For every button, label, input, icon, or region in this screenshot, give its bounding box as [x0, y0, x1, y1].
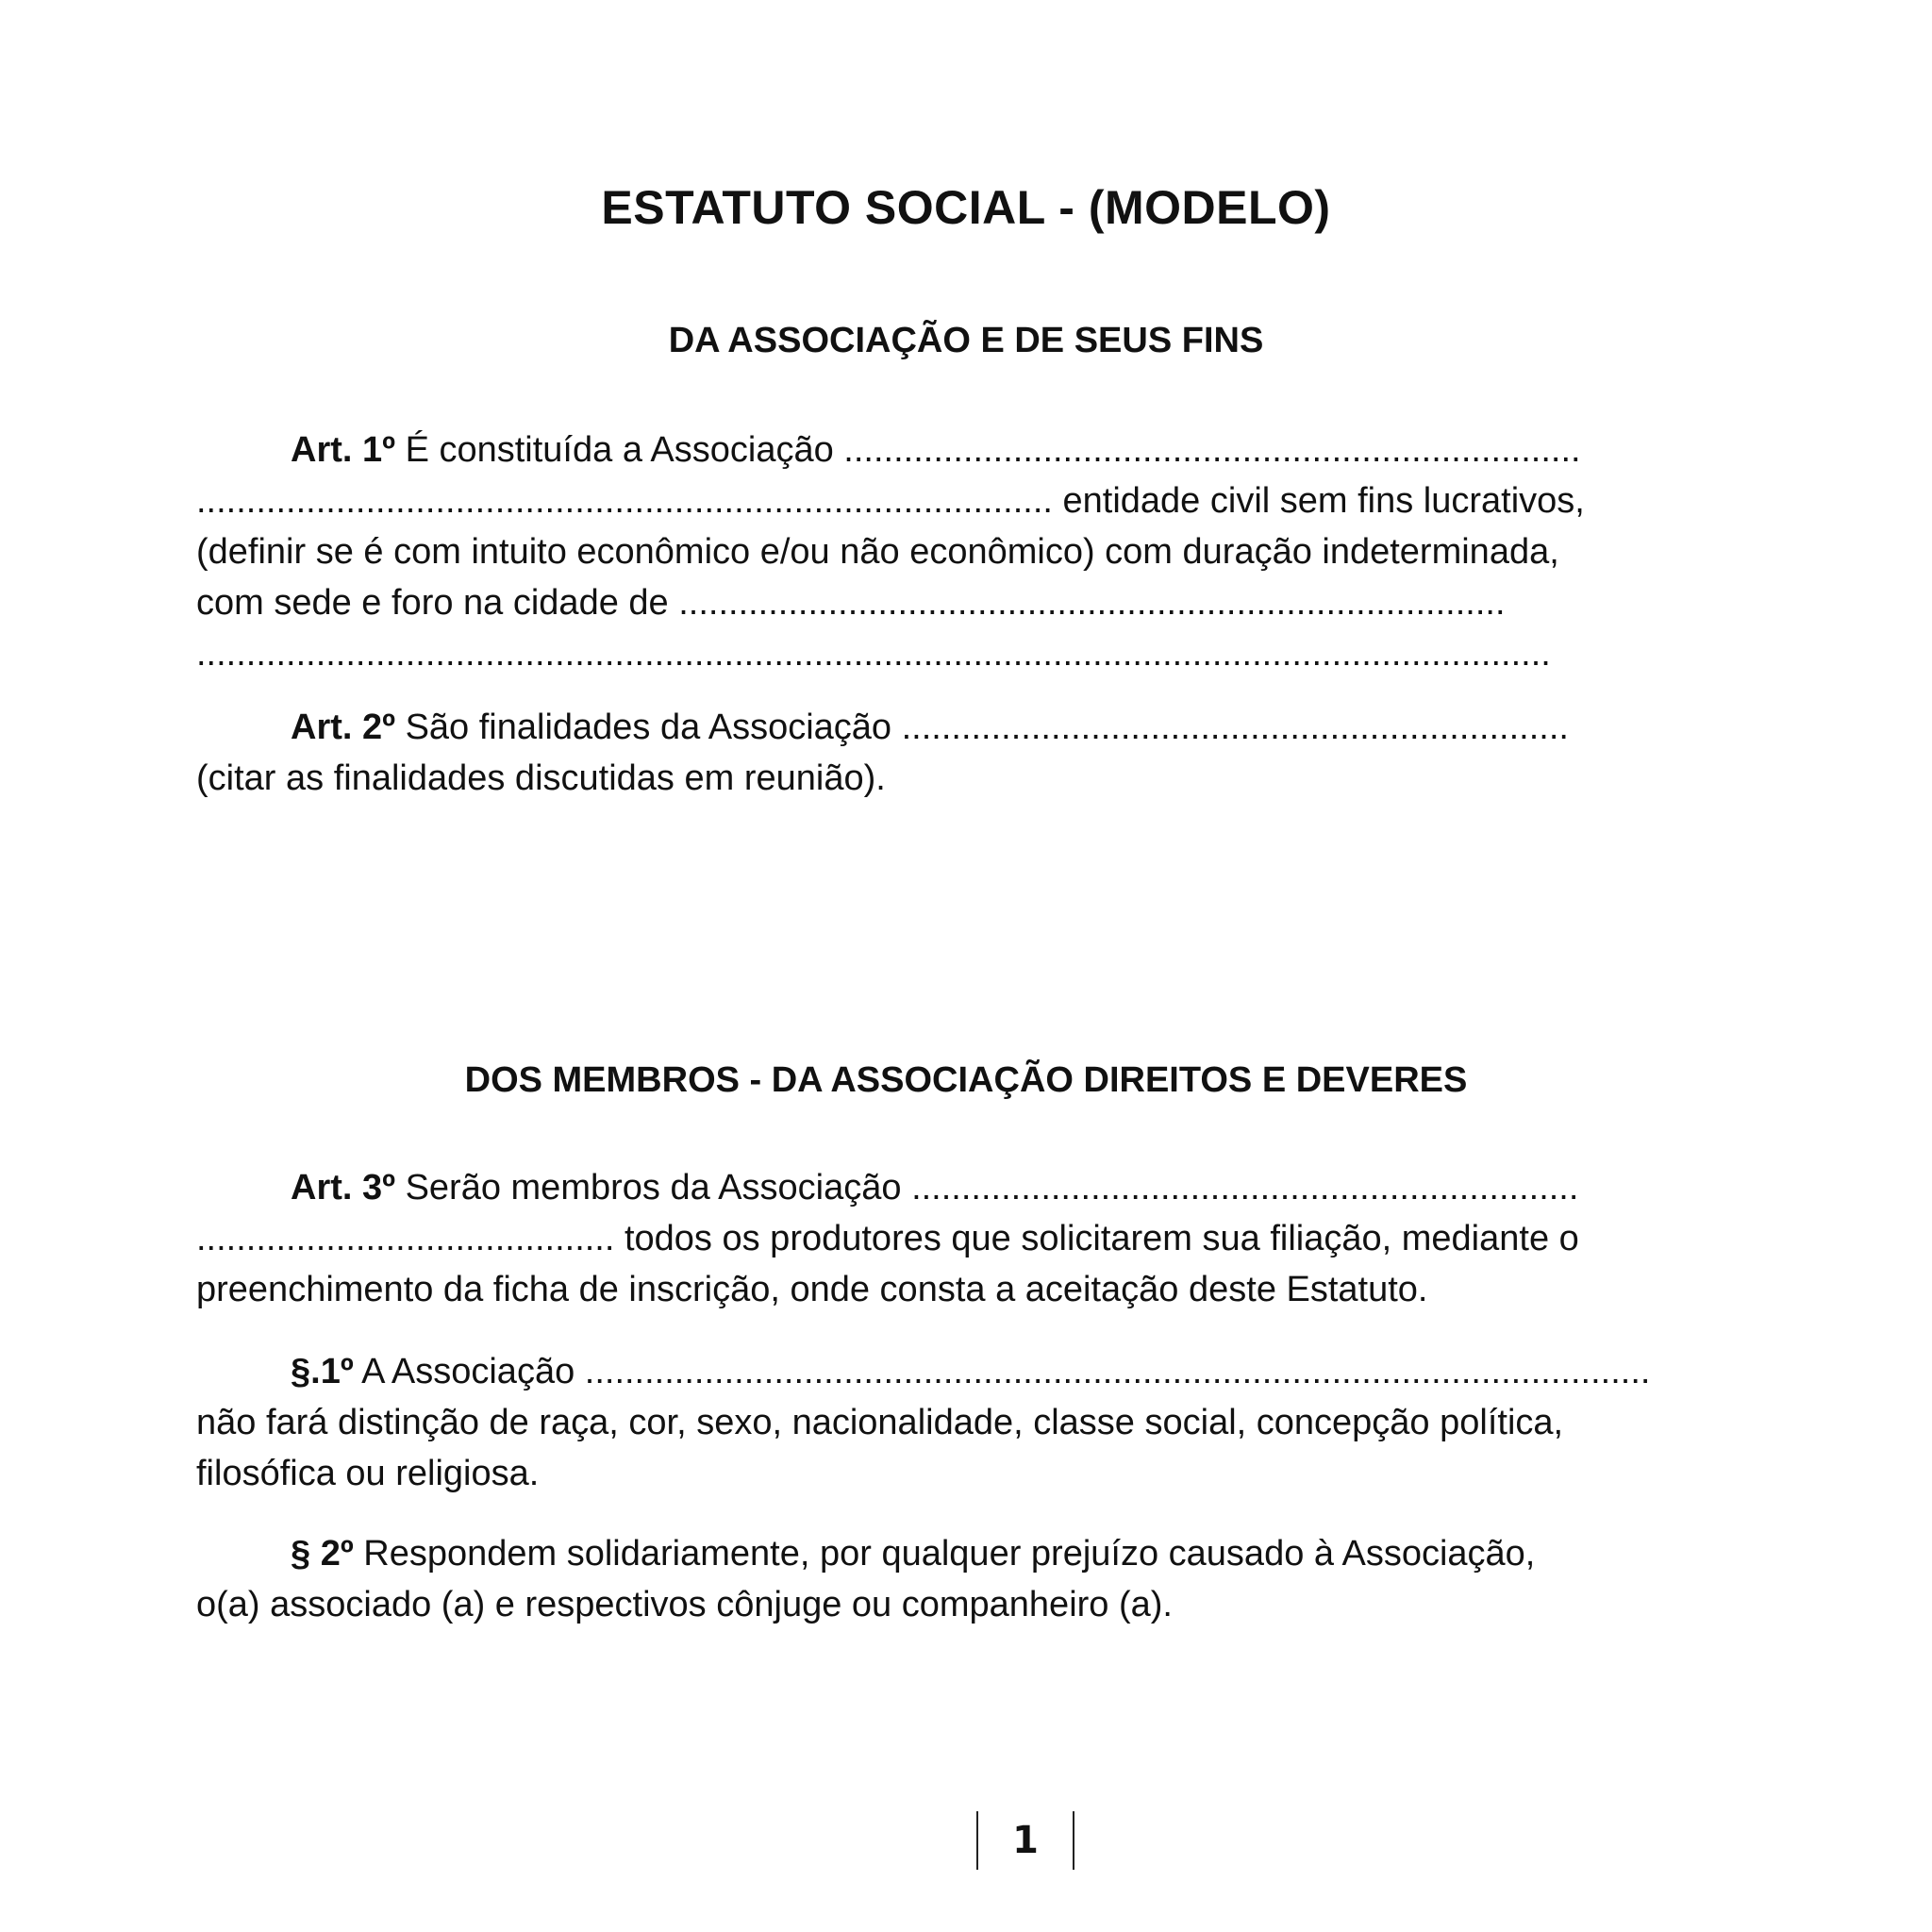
article-1-line-2: ...................................................................................... entidade civil sem fins lucrativos,: [196, 481, 1585, 521]
document-title: ESTATUTO SOCIAL - (MODELO): [601, 181, 1331, 234]
article-3-line-1: [196, 1162, 1677, 1213]
paragraph-1-line-3: filosófica ou religiosa.: [196, 1454, 540, 1493]
paragraph-2-text-1: Respondem solidariamente, por qualquer prejuízo causado à Associação,: [353, 1534, 1536, 1574]
paragraph-2: [196, 1528, 1677, 1630]
article-1-line-3: (definir se é com intuito econômico e/ou não econômico) com duração indeterminada,: [196, 532, 1559, 572]
article-2-line-2: (citar as finalidades discutidas em reunião).: [196, 758, 886, 798]
article-3: [196, 1162, 1677, 1315]
paragraph-2-line-1: [196, 1528, 1677, 1579]
article-1: [196, 425, 1677, 679]
article-1-line-4: com sede e foro na cidade de ...................................................................................: [196, 583, 1506, 623]
article-2-text-1: São finalidades da Associação ...................................................................: [395, 708, 1569, 747]
article-1-line-1: [196, 425, 1677, 475]
article-2-label: Art. 2º: [291, 708, 396, 747]
article-2-line-1: [196, 702, 1677, 753]
section-heading-associacao-fins: DA ASSOCIAÇÃO E DE SEUS FINS: [668, 321, 1264, 360]
article-1-line-5: ........................................................................................................................................: [196, 634, 1551, 674]
paragraph-1-line-2: não fará distinção de raça, cor, sexo, nacionalidade, classe social, concepção política,: [196, 1403, 1564, 1442]
section-heading-membros: DOS MEMBROS - DA ASSOCIAÇÃO DIREITOS E DEVERES: [464, 1060, 1468, 1100]
article-3-line-2: .......................................... todos os produtores que solicitarem sua filiação, mediante o: [196, 1219, 1579, 1258]
article-3-label: Art. 3º: [291, 1168, 396, 1208]
paragraph-2-line-2: o(a) associado (a) e respectivos cônjuge ou companheiro (a).: [196, 1585, 1173, 1624]
article-2: [196, 702, 1677, 804]
paragraph-1: [196, 1346, 1677, 1499]
article-3-line-3: preenchimento da ficha de inscrição, onde consta a aceitação deste Estatuto.: [196, 1270, 1428, 1309]
page-number: 1: [976, 1811, 1074, 1870]
paragraph-1-text-1: A Associação ...........................................................................................................: [353, 1352, 1651, 1391]
article-3-text-1: Serão membros da Associação ...................................................................: [395, 1168, 1579, 1208]
paragraph-2-label: § 2º: [291, 1534, 354, 1574]
article-1-label: Art. 1º: [291, 430, 396, 470]
article-1-text-1: É constituída a Associação ..........................................................................: [395, 430, 1581, 470]
paragraph-1-line-1: [196, 1346, 1677, 1397]
paragraph-1-label: §.1º: [291, 1352, 354, 1391]
